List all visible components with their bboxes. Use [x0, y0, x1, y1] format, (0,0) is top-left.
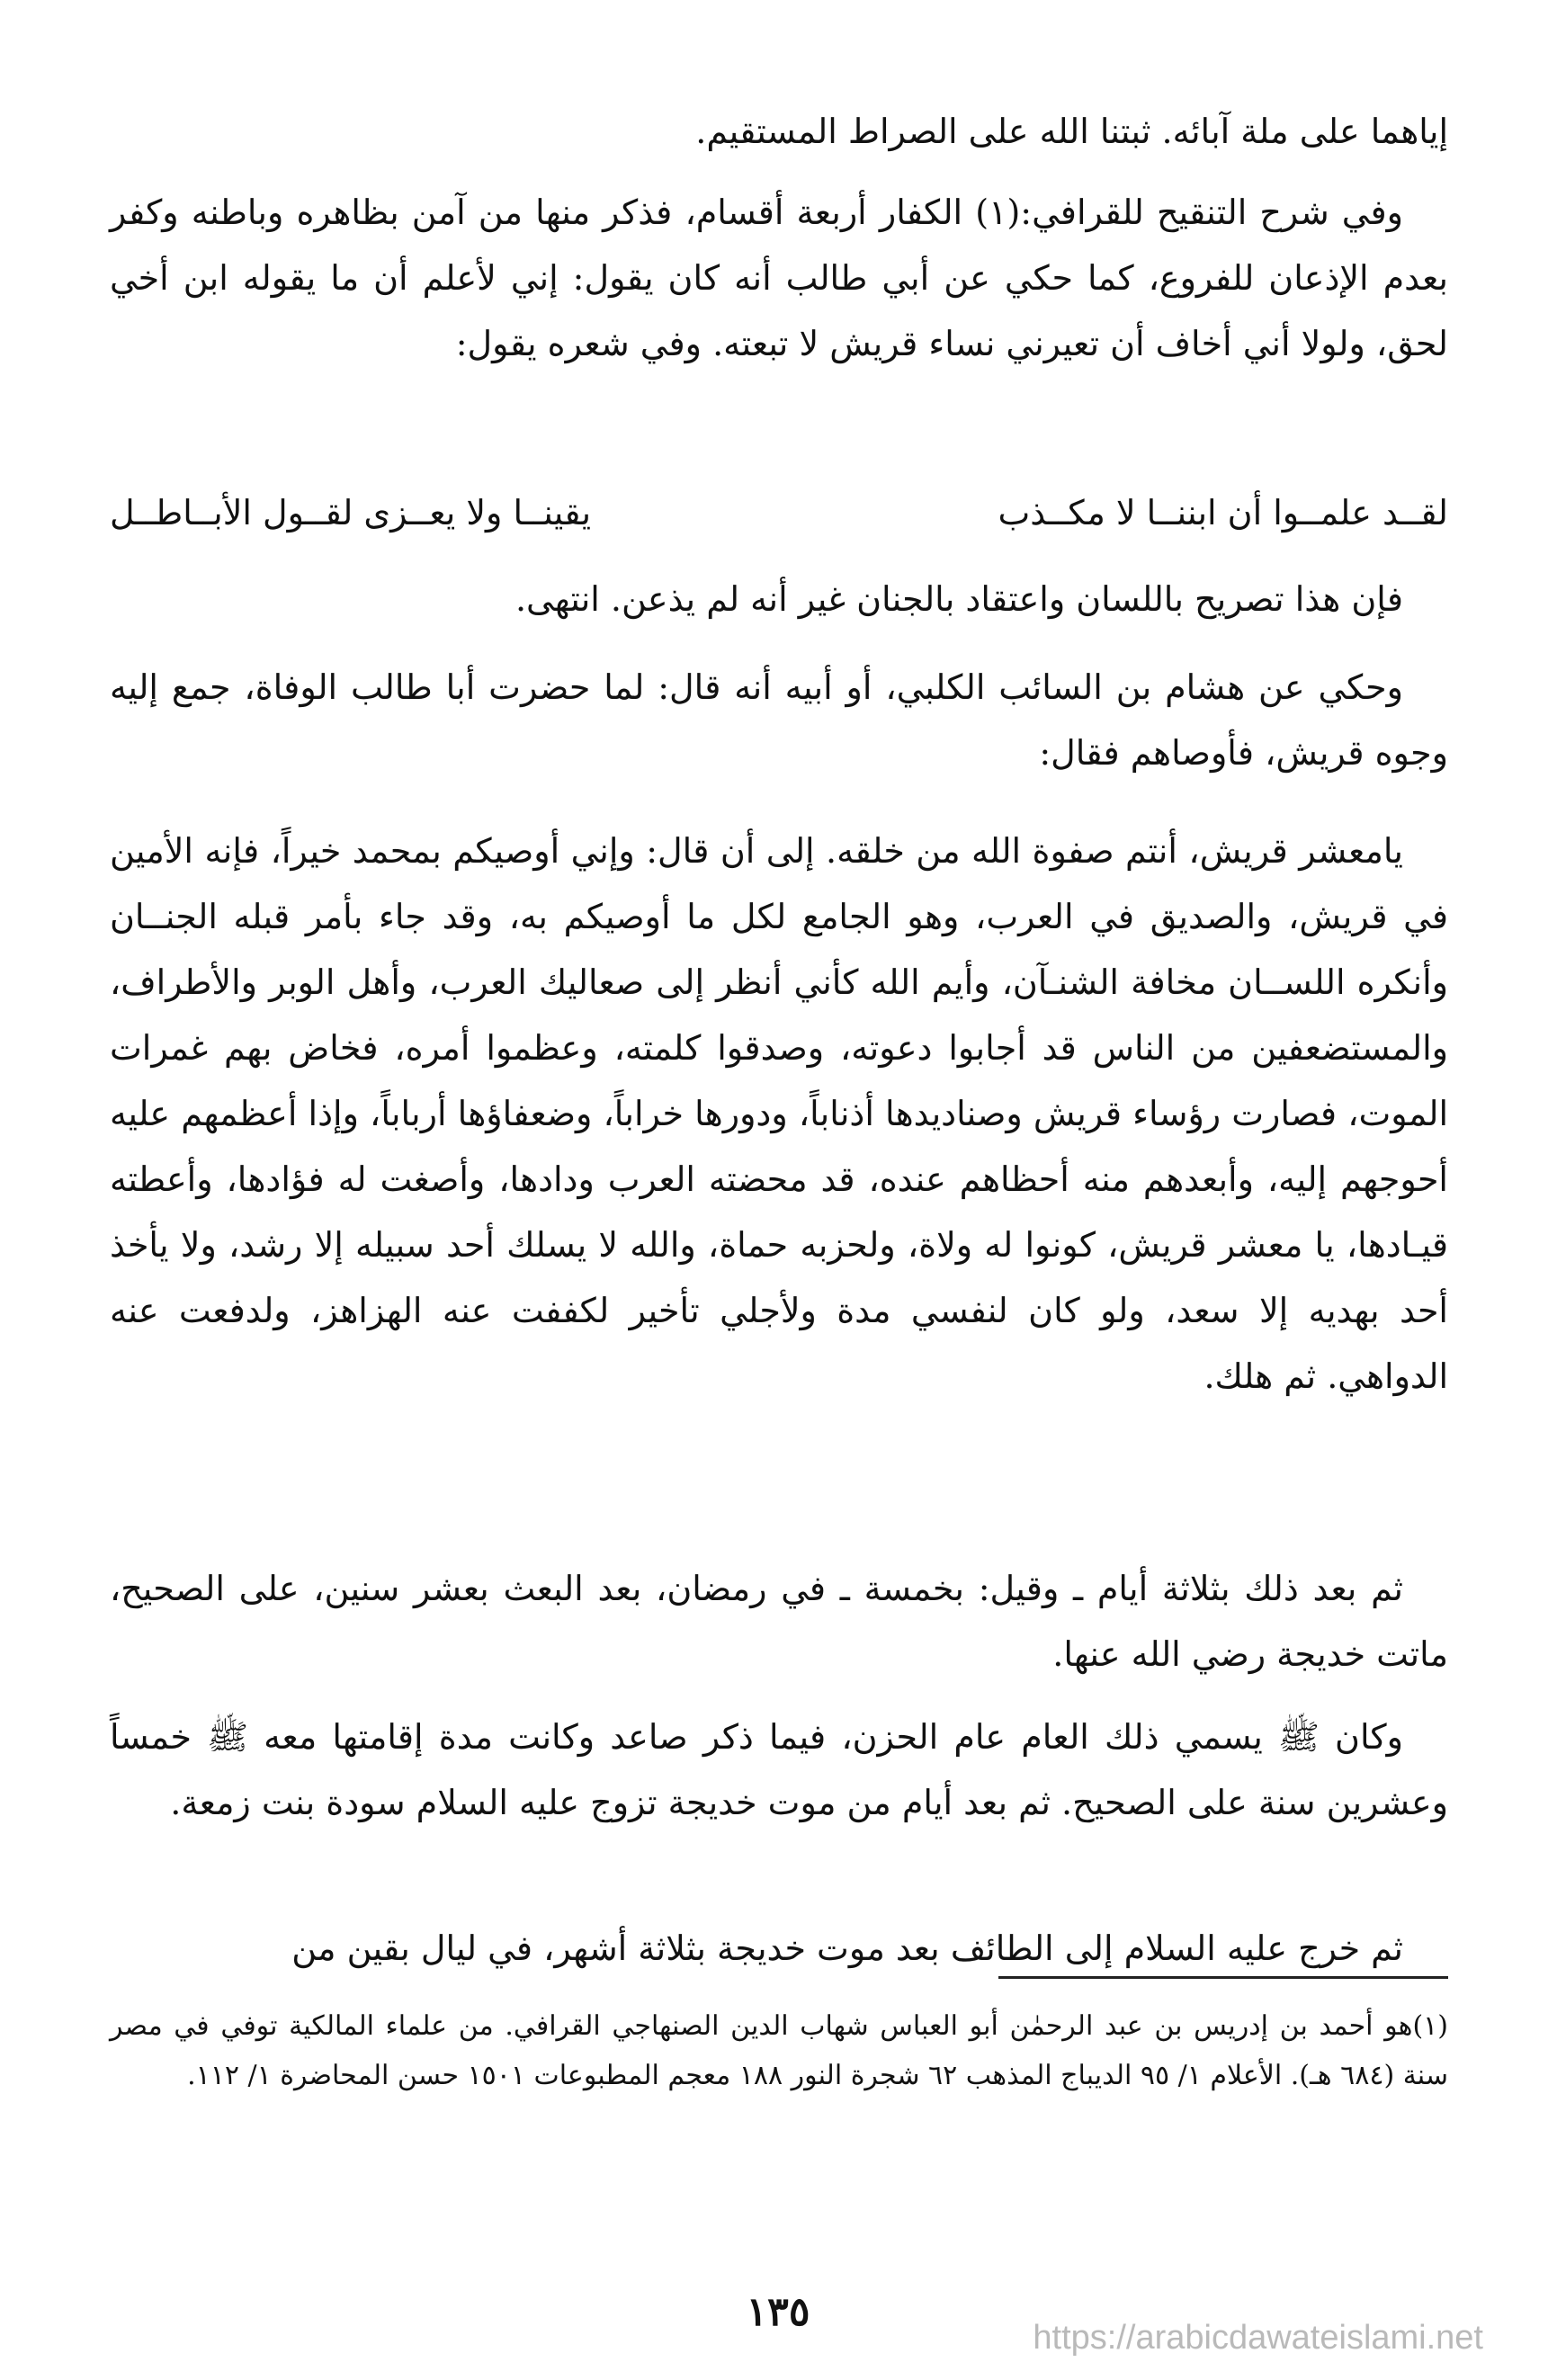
- paragraph-2: وفي شرح التنقيح للقرافي:(١) الكفار أربعة أقسام، فذكر منها من آمن بظاهره وباطنه وكفر بعدم الإذعان للفروع، كما حكي عن أبي طالب أنه كان يقول: إني لأعلم أن ما يقوله ابن أخي لحق، ولولا أني أخاف أن تعيرني نساء قريش لا تبعته. وفي شعره يقول:: [110, 192, 1448, 363]
- paragraph-4: وحكي عن هشام بن السائب الكلبي، أو أبيه أنه قال: لما حضرت أبا طالب الوفاة، جمع إليه وجوه قريش، فأوصاهم فقال:: [110, 667, 1448, 773]
- page-number: ١٣٥: [746, 2289, 810, 2335]
- paragraph-1: إياهما على ملة آبائه. ثبتنا الله على الصراط المستقيم.: [695, 112, 1448, 151]
- paragraph-3: فإن هذا تصريح باللسان واعتقاد بالجنان غير أنه لم يذعن. انتهى.: [515, 579, 1403, 619]
- paragraph-8: ثم خرج عليه السلام إلى الطائف بعد موت خديجة بثلاثة أشهر، في ليال بقين من: [291, 1928, 1403, 1968]
- verse-second-hemistich: يقينــا ولا يعــزى لقــول الأبــاطــل: [110, 493, 592, 532]
- verse-first-hemistich: لقــد علمــوا أن ابننــا لا مكــذب: [998, 493, 1448, 532]
- watermark-url: https://arabicdawateislami.net: [1033, 2319, 1483, 2357]
- paragraph-6: ثم بعد ذلك بثلاثة أيام ـ وقيل: بخمسة ـ في رمضان، بعد البعث بعشر سنين، على الصحيح، ماتت خديجة رضي الله عنها.: [110, 1569, 1448, 1674]
- footnote-separator: [998, 1976, 1448, 1979]
- poem-verse: [110, 477, 1448, 549]
- paragraph-7: وكان ﷺ يسمي ذلك العام عام الحزن، فيما ذكر صاعد وكانت مدة إقامتها معه ﷺ خمساً وعشرين سنة على الصحيح. ثم بعد أيام من موت خديجة تزوج عليه السلام سودة بنت زمعة.: [110, 1717, 1448, 1822]
- paragraph-5: يامعشر قريش، أنتم صفوة الله من خلقه. إلى أن قال: وإني أوصيكم بمحمد خيراً، فإنه الأمين في قريش، والصديق في العرب، وهو الجامع لكل ما أوصيكم به، وقد جاء بأمر قبله الجنــان وأنكره اللســان مخافة الشنـآن، وأيم الله كأني أنظر إلى صعاليك العرب، وأهل الوبر والأطراف، والمستضعفين من الناس قد أجابوا دعوته، وصدقوا كلمته، وعظموا أمره، فخاض بهم غمرات الموت، فصارت رؤساء قريش وصناديدها أذناباً، ودورها خراباً، وضعفاؤها أرباباً، وإذا أعظمهم عليه أحوجهم إليه، وأبعدهم منه أحظاهم عنده، قد محضته العرب ودادها، وأصغت له فؤادها، وأعطته قيـادها، يا معشر قريش، كونوا له ولاة، ولحزبه حماة، والله لا يسلك أحد سبيله إلا رشد، ولا يأخذ أحد بهديه إلا سعد، ولو كان لنفسي مدة ولأجلي تأخير لكففت عنه الهزاهز، ولدفعت عنه الدواهي. ثم هلك.: [110, 831, 1448, 1396]
- footnote: (١)هو أحمد بن إدريس بن عبد الرحمٰن أبو العباس شهاب الدين الصنهاجي القرافي. من علماء المالكية توفي في مصر سنة (٦٨٤ هـ). الأعلام ١/ ٩٥ الديباج المذهب ٦٢ شجرة النور ١٨٨ معجم المطبوعات ١٥٠١ حسن المحاضرة ١/ ١١٢.: [110, 2010, 1448, 2091]
